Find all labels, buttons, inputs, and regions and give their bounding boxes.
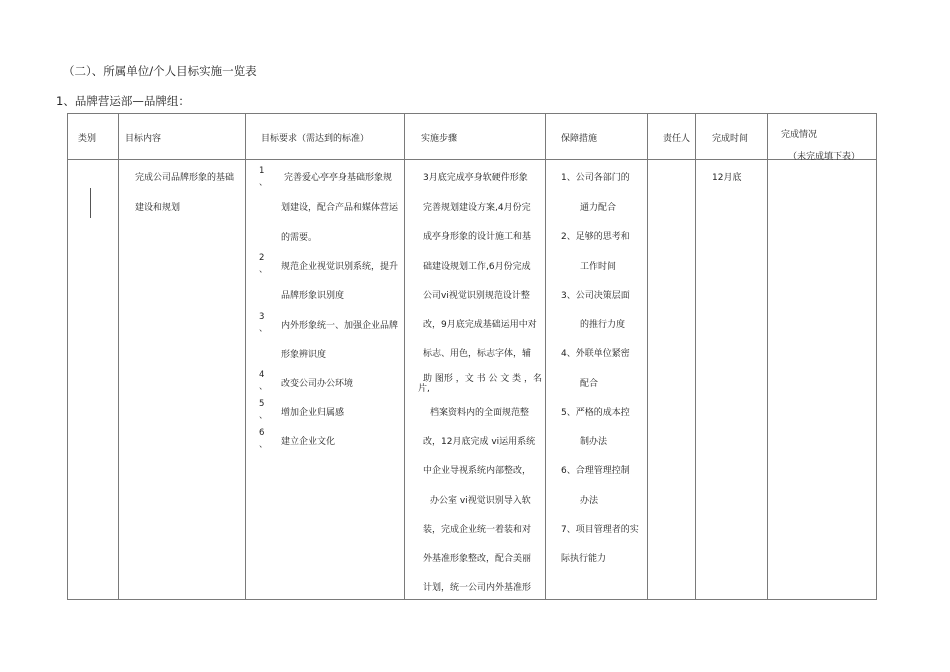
step-line: 标志、用色，标志字体，辅 <box>423 349 532 359</box>
req-line: 规范企业视觉识别系统，提升 <box>281 262 399 272</box>
section-title: （二）、所属单位/个人目标实施一览表 <box>63 64 257 78</box>
req-line: 改变公司办公环境 <box>281 379 354 389</box>
step-line: 成亭身形象的设计施工和基 <box>423 232 532 242</box>
req-number: 1 <box>259 166 265 176</box>
measure-line: 制办法 <box>580 437 608 447</box>
measure-line: 2、足够的思考和 <box>561 232 630 242</box>
step-line: 中企业导视系统内部整改， <box>423 466 532 476</box>
req-line: 建立企业文化 <box>281 437 336 447</box>
header-goal: 目标内容 <box>125 134 162 144</box>
step-line: 完善规划建设方案,4月份完 <box>423 203 531 213</box>
measure-line: 3、公司决策层面 <box>561 291 630 301</box>
step-line: 片, <box>418 384 430 394</box>
req-number: 3 <box>259 312 265 322</box>
header-status-line1: 完成情况 <box>781 130 818 140</box>
goal-line: 建设和规划 <box>135 203 181 213</box>
req-number-suffix: 、 <box>259 265 268 275</box>
step-line: 助 图形 ，文 书 公 文 类 ，名 <box>423 374 543 384</box>
req-number-suffix: 、 <box>259 324 268 334</box>
measure-line: 工作时间 <box>580 262 617 272</box>
step-line: 改，9月底完成基础运用中对 <box>423 320 537 330</box>
step-line: 础建设规划工作,6月份完成 <box>423 262 531 272</box>
row-cell-goal <box>119 160 246 600</box>
subsection-title: 1、品牌营运部—品牌组： <box>56 94 190 108</box>
step-line: 装，完成企业统一着装和对 <box>423 525 532 535</box>
row-cell-deadline <box>696 160 768 600</box>
row-cell-category <box>68 160 119 600</box>
step-line: 档案资料内的全面规范整 <box>430 408 530 418</box>
header-requirement: 目标要求（需达到的标准） <box>261 134 370 144</box>
row-cell-status <box>768 160 877 600</box>
step-line: 3月底完成亭身软硬件形象 <box>423 173 528 183</box>
header-steps: 实施步骤 <box>421 134 458 144</box>
req-number-suffix: 、 <box>259 382 268 392</box>
header-measures: 保障措施 <box>561 134 598 144</box>
req-line: 划建设，配合产品和媒体营运 <box>281 203 399 213</box>
measure-line: 7、项目管理者的实 <box>561 525 639 535</box>
measure-line: 通力配合 <box>580 203 617 213</box>
category-vertical-mark <box>90 188 91 218</box>
req-number: 2 <box>259 253 265 263</box>
step-line: 外基准形象整改，配合美丽 <box>423 554 532 564</box>
step-line: 计划，统一公司内外基准形 <box>423 583 532 593</box>
header-status-line2: （未完成填下表） <box>788 152 861 162</box>
header-category: 类别 <box>78 134 97 144</box>
req-number: 5 <box>259 399 265 409</box>
req-line: 完善爱心亭亭身基础形象规 <box>284 173 393 183</box>
req-line: 内外形象统一、加强企业品牌 <box>281 321 399 331</box>
header-owner: 责任人 <box>663 134 691 144</box>
goal-line: 完成公司品牌形象的基础 <box>135 173 235 183</box>
deadline-value: 12月底 <box>712 173 742 183</box>
step-line: 办公室 vi视觉识别导入软 <box>430 496 531 506</box>
req-number: 4 <box>259 370 265 380</box>
measure-line: 办法 <box>580 496 599 506</box>
measure-line: 5、严格的成本控 <box>561 408 630 418</box>
measure-line: 配合 <box>580 379 599 389</box>
req-number-suffix: 、 <box>259 440 268 450</box>
measure-line: 1、公司各部门的 <box>561 173 630 183</box>
measure-line: 的推行力度 <box>580 320 626 330</box>
step-line: 改，12月底完成 vi运用系统 <box>423 437 536 447</box>
measure-line: 6、合理管理控制 <box>561 466 630 476</box>
req-number-suffix: 、 <box>259 178 268 188</box>
measure-line: 4、外联单位紧密 <box>561 349 630 359</box>
row-cell-owner <box>648 160 696 600</box>
header-deadline: 完成时间 <box>712 134 749 144</box>
step-line: 公司vi视觉识别规范设计整 <box>423 291 530 301</box>
req-line: 品牌形象识别度 <box>281 291 345 301</box>
req-line: 的需要。 <box>281 233 318 243</box>
req-line: 形象辨识度 <box>281 350 327 360</box>
req-number-suffix: 、 <box>259 411 268 421</box>
req-line: 增加企业归属感 <box>281 408 345 418</box>
req-number: 6 <box>259 428 265 438</box>
measure-line: 际执行能力 <box>561 554 607 564</box>
